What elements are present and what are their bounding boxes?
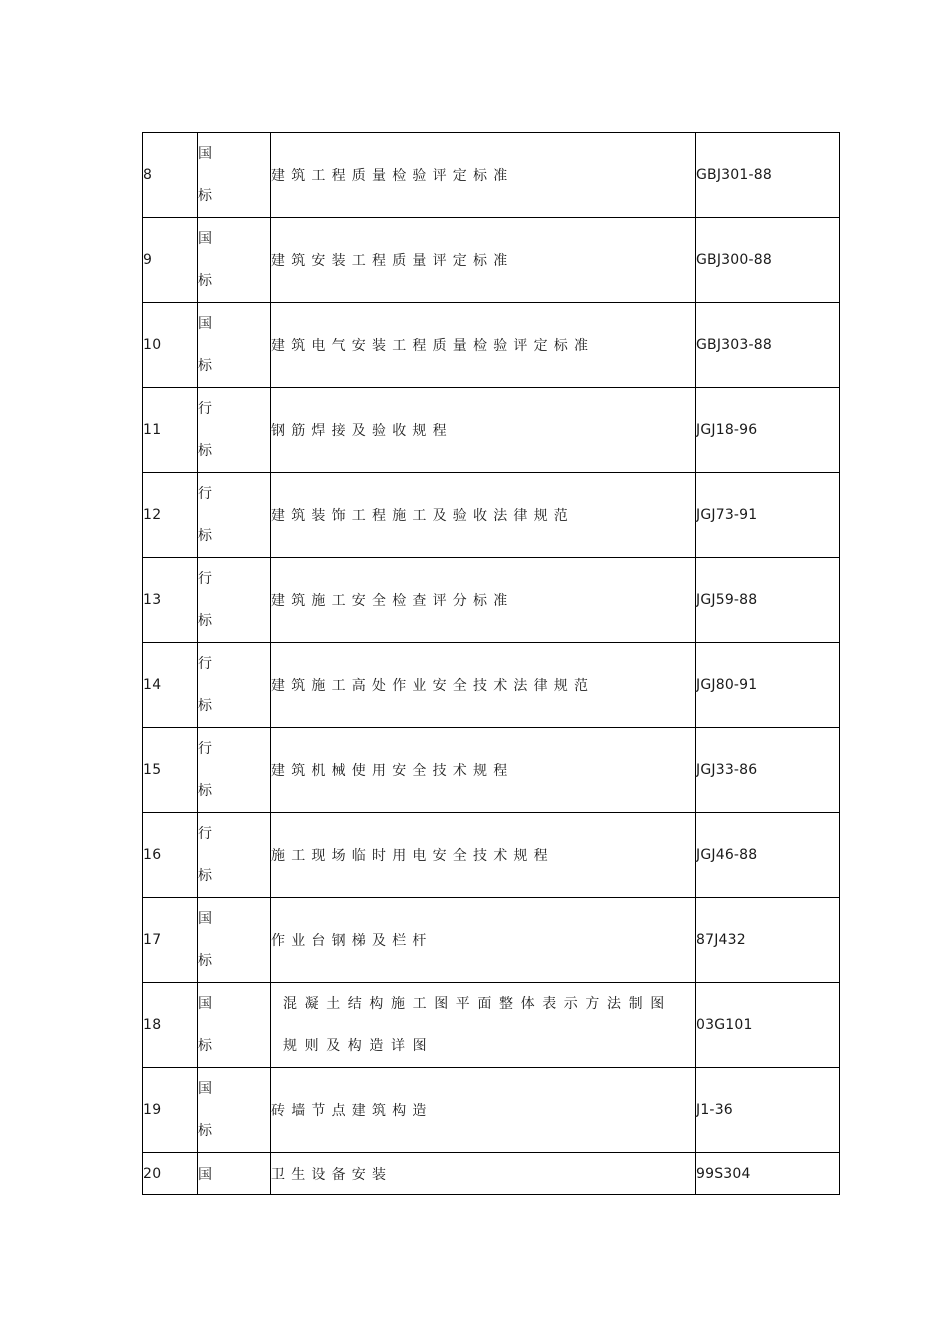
- standard-type-char: 标: [198, 443, 212, 459]
- standard-name: 混凝土结构施工图平面整体表示方法制图规则及构造详图: [271, 983, 696, 1068]
- table-row: [143, 643, 840, 728]
- standard-type-char: 行: [198, 401, 212, 417]
- standard-type: [198, 218, 271, 303]
- standard-type-char: 行: [198, 571, 212, 587]
- standard-type-char: 国: [198, 231, 212, 247]
- standard-type-char: 标: [198, 358, 212, 374]
- standard-code: GBJ303-88: [696, 303, 840, 388]
- row-number: 13: [143, 558, 198, 643]
- standard-type-char: 标: [198, 868, 212, 884]
- row-number: 18: [143, 983, 198, 1068]
- table-row: [143, 473, 840, 558]
- standard-type: [198, 1153, 271, 1195]
- table-row: [143, 728, 840, 813]
- standard-type-char: 标: [198, 783, 212, 799]
- row-number: 10: [143, 303, 198, 388]
- standard-type-char: 行: [198, 741, 212, 757]
- standard-type-char: 标: [198, 613, 212, 629]
- standard-type-char: 标: [198, 1038, 212, 1054]
- standard-code: JGJ46-88: [696, 813, 840, 898]
- standard-name: 卫生设备安装: [271, 1153, 696, 1195]
- table-row: [143, 558, 840, 643]
- standard-code: 99S304: [696, 1153, 840, 1195]
- standard-type: [198, 1068, 271, 1153]
- row-number: 17: [143, 898, 198, 983]
- standard-name: 建筑施工高处作业安全技术法律规范: [271, 643, 696, 728]
- standard-type: [198, 643, 271, 728]
- standard-name: 建筑电气安装工程质量检验评定标准: [271, 303, 696, 388]
- standard-type-char: 国: [198, 1166, 212, 1183]
- standard-type: [198, 983, 271, 1068]
- row-number: 11: [143, 388, 198, 473]
- standard-name: 施工现场临时用电安全技术规程: [271, 813, 696, 898]
- standard-code: JGJ59-88: [696, 558, 840, 643]
- row-number: 8: [143, 133, 198, 218]
- row-number: 14: [143, 643, 198, 728]
- standard-name: 建筑施工安全检查评分标准: [271, 558, 696, 643]
- standard-type-char: 行: [198, 656, 212, 672]
- table-row: [143, 133, 840, 218]
- standard-name: 建筑机械使用安全技术规程: [271, 728, 696, 813]
- standard-name: 建筑工程质量检验评定标准: [271, 133, 696, 218]
- standard-type-char: 标: [198, 528, 212, 544]
- row-number: 19: [143, 1068, 198, 1153]
- standard-code: 87J432: [696, 898, 840, 983]
- standard-code: J1-36: [696, 1068, 840, 1153]
- standard-type-char: 行: [198, 486, 212, 502]
- standard-type-char: 标: [198, 188, 212, 204]
- standard-name: 建筑装饰工程施工及验收法律规范: [271, 473, 696, 558]
- table-row: [143, 898, 840, 983]
- standard-type: [198, 558, 271, 643]
- table-row: [143, 388, 840, 473]
- standard-type-char: 国: [198, 146, 212, 162]
- standard-code: JGJ33-86: [696, 728, 840, 813]
- standard-type-char: 标: [198, 1123, 212, 1139]
- standard-type: [198, 813, 271, 898]
- standard-type-char: 国: [198, 996, 212, 1012]
- row-number: 9: [143, 218, 198, 303]
- standard-type-char: 标: [198, 273, 212, 289]
- standard-type-char: 国: [198, 911, 212, 927]
- standard-type: [198, 728, 271, 813]
- table-row: [143, 218, 840, 303]
- standards-table: [142, 132, 840, 1195]
- standard-code: JGJ73-91: [696, 473, 840, 558]
- standard-code: JGJ80-91: [696, 643, 840, 728]
- table-row: [143, 1153, 840, 1195]
- standard-code: 03G101: [696, 983, 840, 1068]
- standard-type-char: 行: [198, 826, 212, 842]
- row-number: 20: [143, 1153, 198, 1195]
- standard-name: 钢筋焊接及验收规程: [271, 388, 696, 473]
- standard-name: 作业台钢梯及栏杆: [271, 898, 696, 983]
- standard-type-char: 标: [198, 698, 212, 714]
- standard-type: [198, 388, 271, 473]
- standard-name: 建筑安装工程质量评定标准: [271, 218, 696, 303]
- table-row: [143, 983, 840, 1068]
- standard-code: JGJ18-96: [696, 388, 840, 473]
- standard-type: [198, 898, 271, 983]
- standard-type: [198, 473, 271, 558]
- standard-type-char: 国: [198, 1081, 212, 1097]
- standard-type: [198, 133, 271, 218]
- table-row: [143, 1068, 840, 1153]
- standard-type: [198, 303, 271, 388]
- row-number: 12: [143, 473, 198, 558]
- row-number: 15: [143, 728, 198, 813]
- standard-type-char: 国: [198, 316, 212, 332]
- standard-code: GBJ301-88: [696, 133, 840, 218]
- standard-name: 砖墙节点建筑构造: [271, 1068, 696, 1153]
- standard-code: GBJ300-88: [696, 218, 840, 303]
- standard-type-char: 标: [198, 953, 212, 969]
- table-row: [143, 813, 840, 898]
- table-row: [143, 303, 840, 388]
- row-number: 16: [143, 813, 198, 898]
